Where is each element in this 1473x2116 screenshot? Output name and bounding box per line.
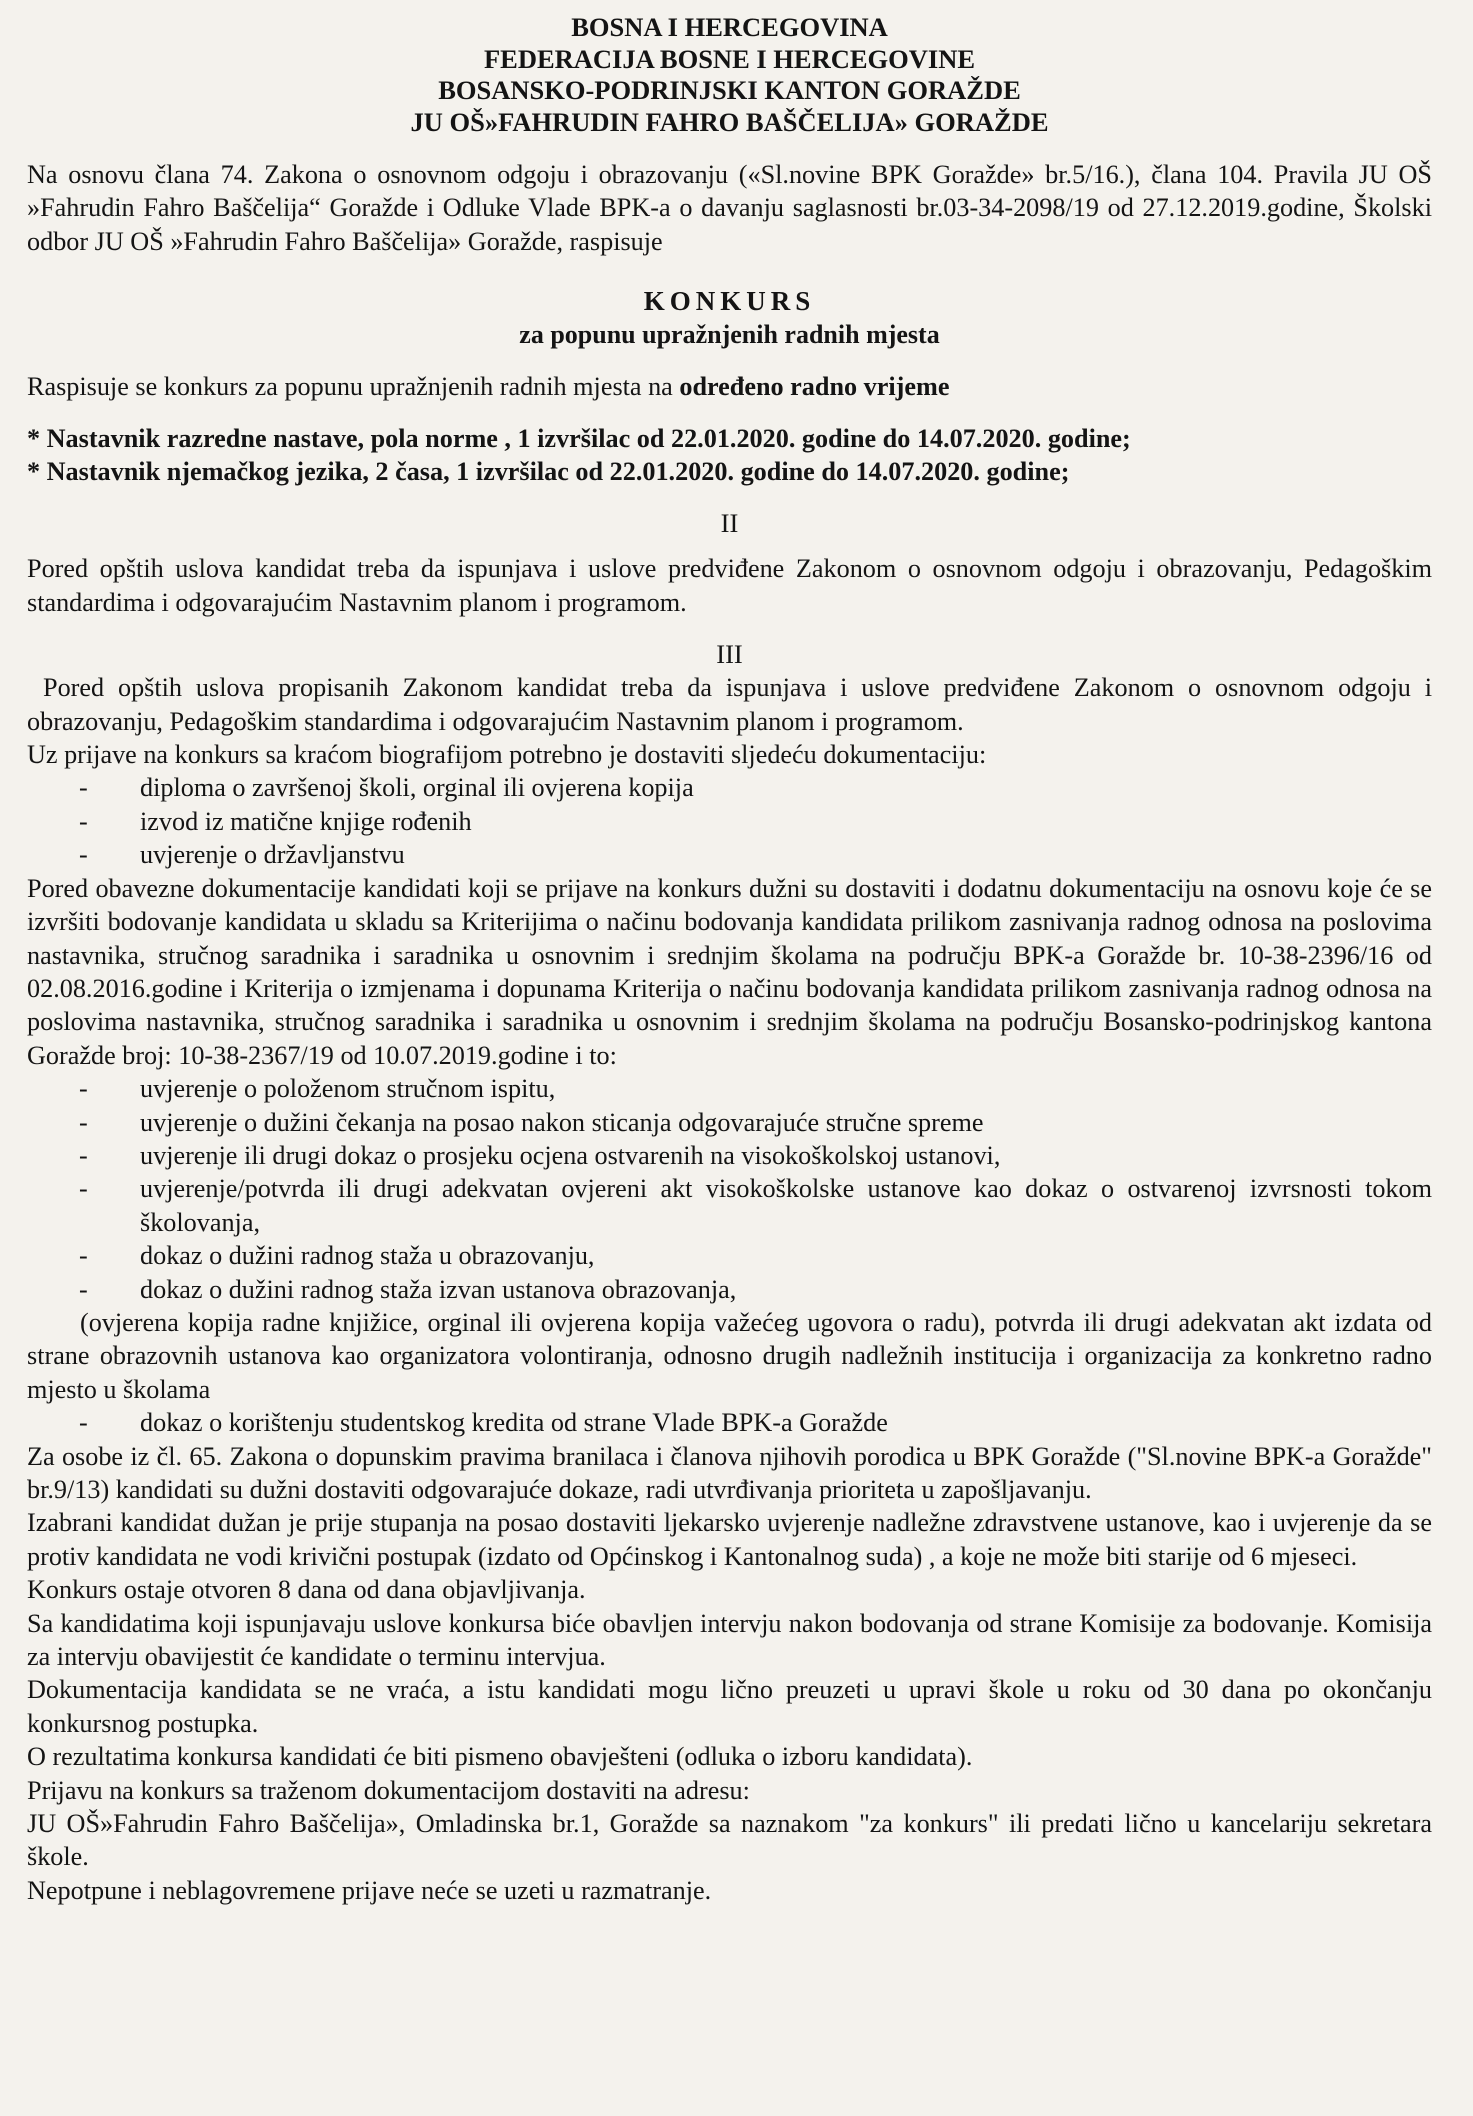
extra-docs-intro: Pored obavezne dokumentacije kandidati koji se prijave na konkurs dužni su dostaviti i dodatnu dokumentaciju na osnovu koje će se izvršiti bodovanje kandidata u skladu sa Kriterijima o načinu bodovanja kandidata prilikom zasnivanja radnog odnosa na poslovima nastavnika, stručnog saradnika i saradnika u osnovnim i srednjim školama na području BPK-a Goražde br. 10-38-2396/16 od 02.08.2016.godine i Kriterija o izmjenama i dopunama Kriterija o načinu bodovanja kandidata prilikom zasnivanja radnog odnosa na poslovima nastavnika, stručnog saradnika i saradnika u osnovnim i srednjim školama na području Bosansko-podrinjskog kantona Goražde broj: 10-38-2367/19 od 10.07.2019.godine i to: xyxy=(27,873,1432,1070)
student-loan-list xyxy=(27,1406,1432,1439)
list-item: - uvjerenje o državljanstvu xyxy=(79,840,405,870)
document-page xyxy=(27,12,1432,2102)
position-2: * Nastavnik njemačkog jezika, 2 časa, 1 izvršilac od 22.01.2020. godine do 14.07.2020. godine; xyxy=(27,457,1070,487)
closing-paragraphs xyxy=(27,1440,1432,1908)
documents-return-paragraph: Dokumentacija kandidata se ne vraća, a istu kandidati mogu lično preuzeti u upravi škole u roku od 30 dana po okončanju konkursnog postupka. xyxy=(27,1675,1432,1738)
list-item: - dokaz o korištenju studentskog kredita od strane Vlade BPK-a Goražde xyxy=(79,1408,888,1438)
section-3-label: III xyxy=(716,639,743,670)
announce-paragraph xyxy=(27,370,1432,403)
docs-intro: Uz prijave na konkurs sa kraćom biografijom potrebno je dostaviti sljedeću dokumentaciju: xyxy=(27,740,987,770)
list-item: - uvjerenje o dužini čekanja na posao nakon sticanja odgovarajuće stručne spreme xyxy=(79,1107,984,1137)
address-paragraph: JU OŠ»Fahrudin Fahro Baščelija», Omladinska br.1, Goražde sa naznakom "za konkurs" ili predati lično u kancelariju sekretara škole. xyxy=(27,1809,1432,1872)
section-2-text: Pored opštih uslova kandidat treba da ispunjava i uslove predviđene Zakonom o osnovnom odgoju i obrazovanju, Pedagoškim standardima i odgovarajućim Nastavnim planom i programom. xyxy=(27,554,1432,617)
submission-paragraph: Prijavu na konkurs sa traženom dokumentacijom dostaviti na adresu: xyxy=(27,1775,750,1805)
position-1: * Nastavnik razredne nastave, pola norme , 1 izvršilac od 22.01.2020. godine do 14.07.2020. godine; xyxy=(27,423,1131,453)
list-item: - uvjerenje/potvrda ili drugi adekvatan ovjereni akt visokoškolske ustanove kao dokaz o ostvarenoj izvrsnosti tokom školovanja, xyxy=(79,1174,1432,1237)
list-item: - izvod iz matične knjige rođenih xyxy=(79,806,472,836)
intro-paragraph: Na osnovu člana 74. Zakona o osnovnom odgoju i obrazovanju («Sl.novine BPK Goražde» br.5/16.), člana 104. Pravila JU OŠ »Fahrudin Fahro Baščelija“ Goražde i Odluke Vlade BPK-a o davanju saglasnosti br.03-34-2098/19 od 27.12.2019.godine, Školski odbor JU OŠ »Fahrudin Fahro Baščelija» Goražde, raspisuje xyxy=(27,160,1432,256)
medical-certificate-paragraph: Izabrani kandidat dužan je prije stupanja na posao dostaviti ljekarsko uvjerenje nadležne zdravstvene ustanove, kao i uvjerenje da se protiv kandidata ne vodi krivični postupak (izdato od Općinskog i Kantonalnog suda) , a koje ne može biti starije od 6 mjeseci. xyxy=(27,1508,1432,1571)
section-3-text: Pored opštih uslova propisanih Zakonom kandidat treba da ispunjava i uslove predviđene Zakonom o osnovnom odgoju i obrazovanju, Pedagoškim standardima i odgovarajućim Nastavnim planom i programom. xyxy=(27,673,1432,736)
results-paragraph: O rezultatima konkursa kandidati će biti pismeno obavješteni (odluka o izboru kandidata). xyxy=(27,1742,973,1772)
required-docs-list xyxy=(27,771,1432,871)
deadline-paragraph: Konkurs ostaje otvoren 8 dana od dana objavljivanja. xyxy=(27,1575,586,1605)
announce-bold: određeno radno vrijeme xyxy=(679,372,950,402)
header-canton: BOSANSKO-PODRINJSKI KANTON GORAŽDE xyxy=(438,75,1021,105)
header-federation: FEDERACIJA BOSNE I HERCEGOVINE xyxy=(483,43,976,74)
list-item: - dokaz o dužini radnog staža u obrazovanju, xyxy=(79,1241,595,1271)
list-item: - uvjerenje ili drugi dokaz o prosjeku ocjena ostvarenih na visokoškolskoj ustanovi, xyxy=(79,1140,1001,1170)
list-item: - uvjerenje o položenom stručnom ispitu, xyxy=(79,1074,556,1104)
document-subtitle: za popunu upražnjenih radnih mjesta xyxy=(519,320,940,350)
incomplete-applications-paragraph: Nepotpune i neblagovremene prijave neće se uzeti u razmatranje. xyxy=(27,1875,712,1905)
document-title: KONKURS xyxy=(643,286,816,317)
additional-docs-list xyxy=(27,1072,1432,1306)
header-school: JU OŠ»FAHRUDIN FAHRO BAŠČELIJA» GORAŽDE xyxy=(410,106,1049,137)
work-experience-note: (ovjerena kopija radne knjižice, orginal ili ovjerena kopija važećeg ugovora o radu), potvrda ili drugi adekvatan akt izdata od strane obrazovnih ustanova kao organizatora volontiranja, odnosno drugih nadležnih institucija i organizacija za konkretno radno mjesto u školama xyxy=(27,1307,1432,1404)
announce-text: Raspisuje se konkurs za popunu upražnjenih radnih mjesta na xyxy=(27,372,680,402)
veterans-priority-paragraph: Za osobe iz čl. 65. Zakona o dopunskim pravima branilaca i članova njihovih porodica u BPK Goražde ("Sl.novine BPK-a Goražde" br.9/13) kandidati su dužni dostaviti odgovarajuće dokaze, radi utvrđivanja prioriteta u zapošljavanju. xyxy=(27,1441,1432,1504)
list-item: - diploma o završenoj školi, orginal ili ovjerena kopija xyxy=(79,773,694,803)
header-country: BOSNA I HERCEGOVINA xyxy=(571,12,888,42)
letterhead xyxy=(27,12,1432,138)
list-item: - dokaz o dužini radnog staža izvan ustanova obrazovanja, xyxy=(79,1274,737,1304)
interview-paragraph: Sa kandidatima koji ispunjavaju uslove konkursa biće obavljen intervju nakon bodovanja od strane Komisije za bodovanje. Komisija za intervju obavijestit će kandidate o terminu intervjua. xyxy=(27,1608,1432,1672)
section-2-label: II xyxy=(720,508,739,539)
